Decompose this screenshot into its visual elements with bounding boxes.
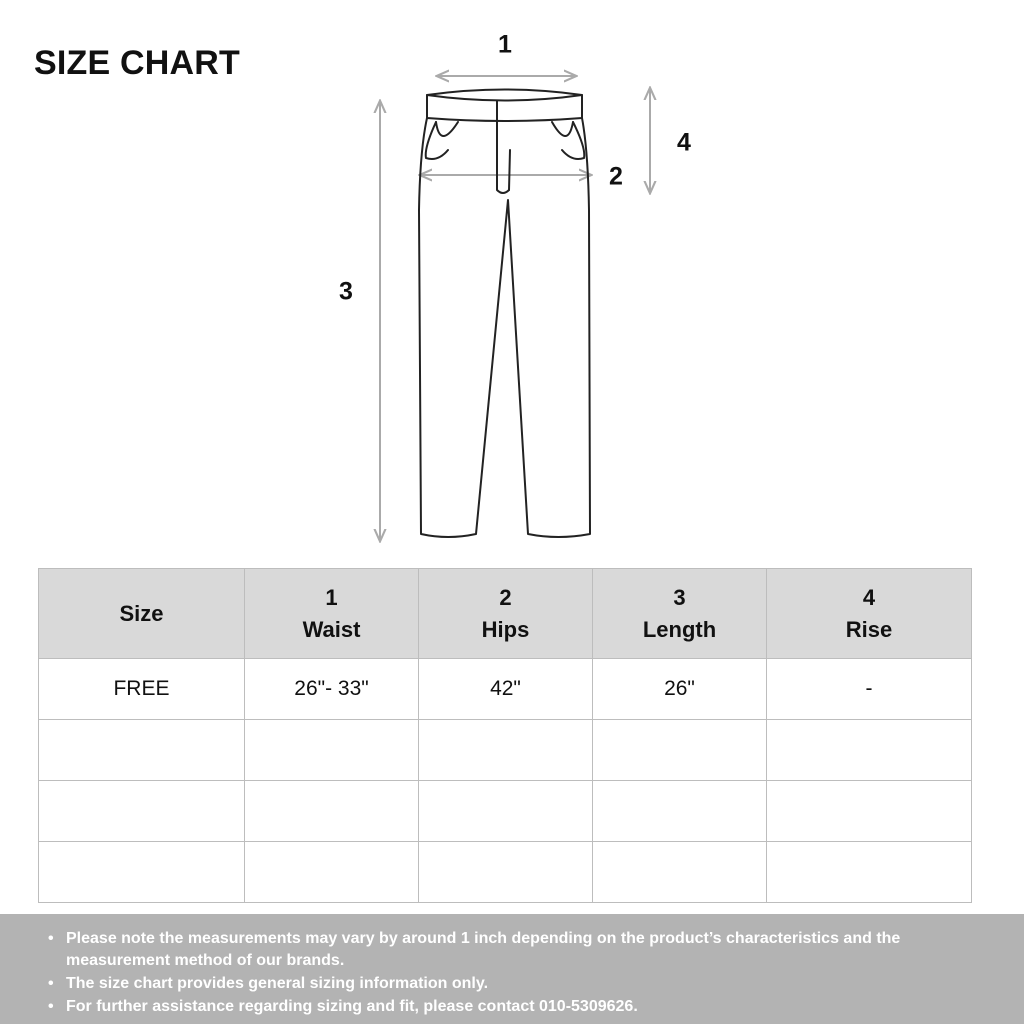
cell-size	[39, 720, 245, 781]
cell-size: FREE	[39, 659, 245, 720]
header-label: Size	[119, 600, 164, 626]
table-row	[39, 720, 972, 781]
cell-length	[593, 781, 767, 842]
header-rise	[767, 569, 972, 659]
header-waist	[245, 569, 419, 659]
header-label: Length	[642, 616, 717, 642]
page-title: SIZE CHART	[34, 44, 240, 82]
cell-hips	[419, 842, 593, 903]
cell-length: 26"	[593, 659, 767, 720]
hips-label: 2	[609, 162, 623, 191]
note-item: • For further assistance regarding sizing and fit, please contact 010-5309626.	[48, 996, 964, 1018]
cell-rise	[767, 842, 972, 903]
cell-hips	[419, 781, 593, 842]
cell-length	[593, 720, 767, 781]
cell-waist	[245, 781, 419, 842]
header-label: Waist	[302, 616, 361, 642]
cell-rise: -	[767, 659, 972, 720]
waist-label: 1	[498, 30, 512, 59]
header-number: 3	[673, 584, 686, 610]
cell-size	[39, 842, 245, 903]
header-label: Rise	[845, 616, 893, 642]
header-size	[39, 569, 245, 659]
table-row	[39, 781, 972, 842]
notes-list	[48, 928, 964, 1018]
cell-hips: 42"	[419, 659, 593, 720]
cell-waist: 26"- 33"	[245, 659, 419, 720]
cell-size	[39, 781, 245, 842]
notes-panel	[0, 914, 1024, 1024]
table-header-row	[39, 569, 972, 659]
cell-waist	[245, 842, 419, 903]
length-label: 3	[339, 277, 353, 306]
header-label: Hips	[481, 616, 530, 642]
header-hips	[419, 569, 593, 659]
cell-rise	[767, 781, 972, 842]
cell-hips	[419, 720, 593, 781]
cell-waist	[245, 720, 419, 781]
table-row	[39, 842, 972, 903]
table-row	[39, 659, 972, 720]
header-number: 4	[862, 584, 876, 610]
header-number: 2	[499, 584, 512, 610]
header-number: 1	[325, 584, 338, 610]
cell-length	[593, 842, 767, 903]
note-item: • The size chart provides general sizing information only.	[48, 973, 964, 995]
size-table	[38, 568, 972, 903]
header-length	[593, 569, 767, 659]
cell-rise	[767, 720, 972, 781]
note-item: • Please note the measurements may vary by around 1 inch depending on the product’s characteristics and the measurement method of our brands.	[48, 928, 964, 972]
rise-label: 4	[677, 128, 691, 157]
